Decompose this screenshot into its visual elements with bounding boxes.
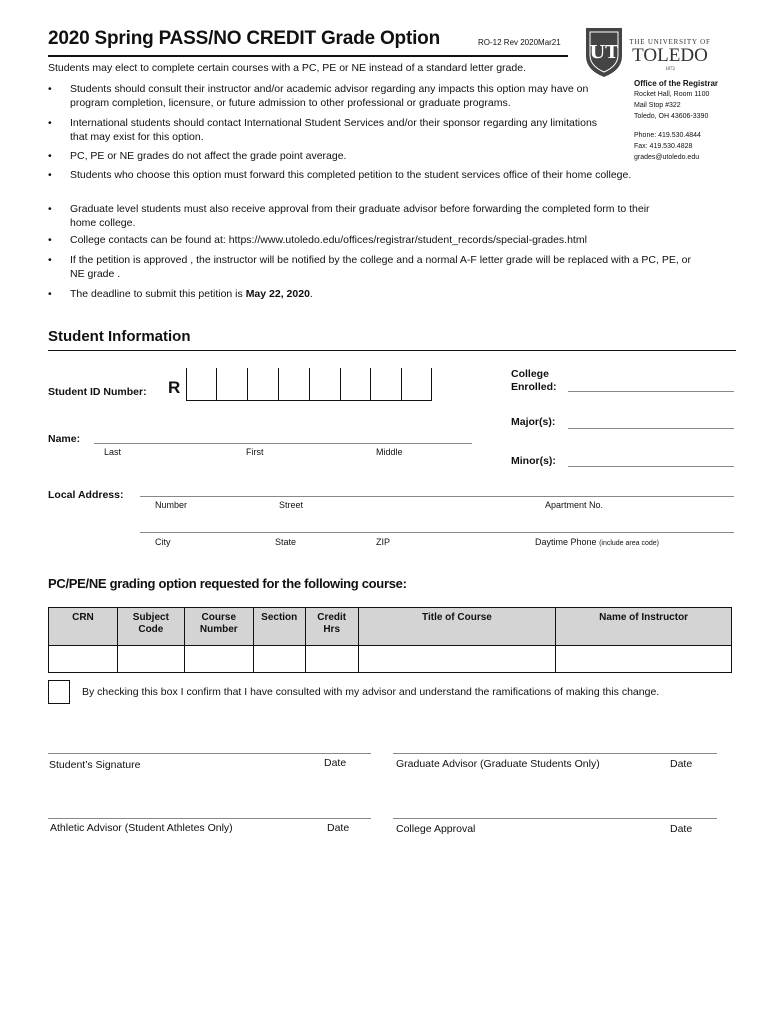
col-course-number: Course Number [184,608,253,646]
section-cell[interactable] [253,646,305,673]
athletic-advisor-label: Athletic Advisor (Student Athletes Only) [50,822,233,834]
address-line1-field[interactable] [140,496,734,497]
subject-code-cell[interactable] [117,646,184,673]
list-item: • Students who choose this option must forward this completed petition to the student services office of their home college. [48,169,632,181]
registrar-address1: Rocket Hall, Room 1100 [634,91,710,98]
minors-field[interactable] [568,466,734,467]
list-item: • Students should consult their instructor and/or academic advisor regarding any impacts this option may have on program completion, licensure, or future admission to other professional or graduate programs. [48,83,589,109]
student-signature-label: Student’s Signature [49,759,141,771]
credit-hrs-cell[interactable] [305,646,358,673]
table-row [49,646,732,673]
instructor-cell[interactable] [556,646,732,673]
addr-street-caption: Street [279,500,304,510]
registrar-address2: Mail Stop #322 [634,102,681,109]
college-field[interactable] [568,391,734,392]
list-item: • PC, PE or NE grades do not affect the grade point average. [48,150,347,162]
title-cell[interactable] [358,646,556,673]
name-middle-caption: Middle [376,447,403,457]
college-approval-label: College Approval [396,823,476,835]
student-id-label: Student ID Number: [48,386,147,398]
addr-phone-caption: Daytime Phone (include area code) [535,537,659,547]
registrar-address3: Toledo, OH 43606-3390 [634,113,709,120]
course-table [48,607,732,673]
athletic-date-label: Date [327,822,350,834]
confirm-text: By checking this box I confirm that I have consulted with my advisor and understand the ramifications of making this change. [82,686,660,698]
col-section: Section [253,608,305,646]
student-signature-line[interactable] [48,753,371,754]
course-number-cell[interactable] [184,646,253,673]
university-logo [584,26,714,83]
form-title: 2020 Spring PASS/NO CREDIT Grade Option [48,28,440,49]
section-rule [48,350,736,351]
student-id-field[interactable] [186,368,432,401]
logo-year: 1872 [665,67,675,72]
logo-line2: TOLEDO [632,45,708,66]
intro-text: Students may elect to complete certain courses with a PC, PE or NE instead of a standard letter grade. [48,62,526,74]
registrar-fax: Fax: 419.530.4828 [634,143,693,150]
logo-monogram: UT [589,42,619,63]
college-approval-line[interactable] [393,818,717,819]
addr-city-caption: City [155,537,171,547]
addr-zip-caption: ZIP [376,537,391,547]
title-rule [48,55,568,57]
addr-state-caption: State [275,537,297,547]
course-heading: PC/PE/NE grading option requested for the following course: [48,576,407,591]
name-label: Name: [48,433,81,445]
address-line2-field[interactable] [140,532,734,533]
addr-phone-note: (include area code) [599,540,659,547]
name-first-caption: First [246,447,264,457]
majors-label: Major(s): [511,416,556,428]
col-subject-code: Subject Code [117,608,184,646]
col-crn: CRN [49,608,118,646]
deadline-date: May 22, 2020 [245,288,310,300]
student-id-prefix: R [168,378,181,397]
col-instructor: Name of Instructor [556,608,732,646]
crn-cell[interactable] [49,646,118,673]
grad-advisor-signature-line[interactable] [393,753,717,754]
list-item: • International students should contact International Student Services and/or their sponsor regarding any limitations that may exist for this option. [48,117,598,143]
majors-field[interactable] [568,428,734,429]
col-credit-hrs: Credit Hrs [305,608,358,646]
minors-label: Minor(s): [511,455,556,467]
registrar-email: grades@utoledo.edu [634,154,700,161]
col-title: Title of Course [358,608,556,646]
logo-line1: THE UNIVERSITY OF [629,38,711,46]
list-item: • Graduate level students must also receive approval from their graduate advisor before forwarding the completed form to their home college. [48,203,650,229]
table-header-row [49,608,732,646]
college-label-line2: Enrolled: [511,381,557,393]
registrar-contact [634,78,754,163]
college-label-line1: College [511,368,549,380]
grad-advisor-date-label: Date [670,758,693,770]
athletic-signature-line[interactable] [48,818,371,819]
form-code: RO-12 Rev 2020Mar21 [478,38,561,47]
registrar-phone: Phone: 419.530.4844 [634,132,701,139]
registrar-office: Office of the Registrar [634,79,719,88]
addr-apt-caption: Apartment No. [545,500,604,510]
name-field[interactable] [94,443,472,444]
list-item: • If the petition is approved , the instructor will be notified by the college and a normal A-F letter grade will be replaced with a PC, PE, or NE grade . [48,254,691,280]
name-last-caption: Last [104,447,122,457]
college-date-label: Date [670,823,693,835]
list-item: • College contacts can be found at: https://www.utoledo.edu/offices/registrar/student_records/special-grades.html [48,234,587,246]
advisor-confirm-checkbox[interactable] [48,680,70,704]
student-date-label: Date [324,757,347,769]
grad-advisor-label: Graduate Advisor (Graduate Students Only) [396,758,600,770]
list-item: • The deadline to submit this petition is May 22, 2020. [48,288,313,300]
address-label: Local Address: [48,489,124,501]
addr-number-caption: Number [155,500,188,510]
student-info-title: Student Information [48,328,191,345]
